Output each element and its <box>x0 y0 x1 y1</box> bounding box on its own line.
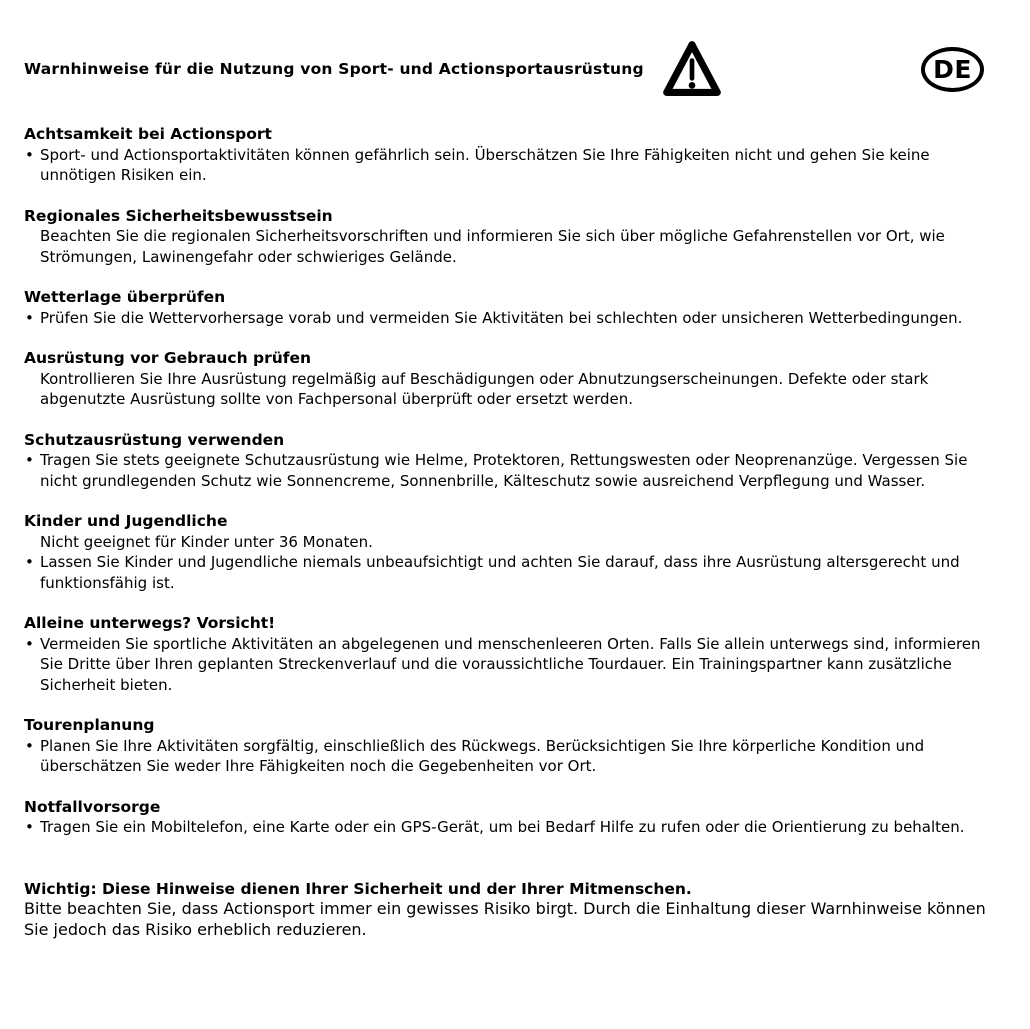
warning-section <box>24 287 1006 328</box>
warning-section <box>24 348 1006 410</box>
indented-item <box>24 532 1006 553</box>
language-badge <box>921 47 984 92</box>
warning-text: Nicht geeignet für Kinder unter 36 Monaten. <box>40 532 373 551</box>
warning-text: Tragen Sie stets geeignete Schutzausrüstung wie Helme, Protektoren, Rettungswesten oder Neoprenanzüge. Vergessen Sie nicht grundlegenden Schutz wie Sonnencreme, Sonnenbrille, Kälteschutz sowie ausreichend Verpflegung und Wasser. <box>40 451 968 490</box>
warning-section <box>24 797 1006 838</box>
page-title: Warnhinweise für die Nutzung von Sport- und Actionsportausrüstung <box>24 60 644 78</box>
warning-section <box>24 511 1006 593</box>
bullet-marker: • <box>25 553 34 571</box>
warning-section <box>24 430 1006 492</box>
bullet-item <box>24 736 1006 777</box>
bullet-marker: • <box>25 145 34 164</box>
warning-section <box>24 124 1006 186</box>
section-heading: Regionales Sicherheitsbewusstsein <box>24 206 333 225</box>
warning-text: Kontrollieren Sie Ihre Ausrüstung regelmäßig auf Beschädigungen oder Abnutzungserscheinungen. Defekte oder stark abgenutzte Ausrüstung sollte von Fachpersonal überprüft oder ersetzt werden. <box>40 369 929 408</box>
warning-text: Vermeiden Sie sportliche Aktivitäten an abgelegenen und menschenleeren Orten. Falls Sie allein unterwegs sind, informieren Sie Dritte über Ihren geplanten Streckenverlauf und die voraussichtliche Tourdauer. Ein Trainingspartner kann zusätzliche Sicherheit bieten. <box>40 634 981 694</box>
bullet-marker: • <box>25 634 34 653</box>
section-heading: Wetterlage überprüfen <box>24 288 226 306</box>
bullet-marker: • <box>25 308 34 327</box>
section-heading: Alleine unterwegs? Vorsicht! <box>24 614 276 632</box>
language-badge-label: DE <box>933 54 972 84</box>
indented-item <box>24 369 1006 410</box>
bullet-item <box>24 552 1006 593</box>
warning-section <box>24 715 1006 777</box>
section-heading: Schutzausrüstung verwenden <box>24 430 285 449</box>
section-heading: Kinder und Jugendliche <box>24 512 228 530</box>
document-footer <box>24 879 1006 941</box>
section-heading: Notfallvorsorge <box>24 797 161 816</box>
document-header <box>24 38 1006 100</box>
warning-text: Lassen Sie Kinder und Jugendliche niemals unbeaufsichtigt und achten Sie darauf, dass ihre Ausrüstung altersgerecht und funktionsfähig ist. <box>40 553 960 592</box>
warning-sections <box>24 124 1006 838</box>
warning-text: Sport- und Actionsportaktivitäten können gefährlich sein. Überschätzen Sie Ihre Fähigkeiten nicht und gehen Sie keine unnötigen Risiken ein. <box>40 145 930 184</box>
bullet-item <box>24 450 1006 491</box>
indented-item <box>24 226 1006 267</box>
bullet-marker: • <box>25 818 34 836</box>
section-heading: Ausrüstung vor Gebrauch prüfen <box>24 349 312 367</box>
warning-section <box>24 613 1006 695</box>
warning-triangle-icon <box>662 38 722 100</box>
warning-section <box>24 206 1006 268</box>
bullet-marker: • <box>25 451 34 469</box>
footer-text: Bitte beachten Sie, dass Actionsport immer ein gewisses Risiko birgt. Durch die Einhaltung dieser Warnhinweise können Sie jedoch das Risiko erheblich reduzieren. <box>24 899 986 939</box>
section-heading: Tourenplanung <box>24 716 155 734</box>
warning-text: Beachten Sie die regionalen Sicherheitsvorschriften und informieren Sie sich über mögliche Gefahrenstellen vor Ort, wie Strömungen, Lawinengefahr oder schwieriges Gelände. <box>40 227 945 266</box>
warning-text: Tragen Sie ein Mobiltelefon, eine Karte oder ein GPS-Gerät, um bei Bedarf Hilfe zu rufen oder die Orientierung zu behalten. <box>40 818 965 836</box>
warning-text: Prüfen Sie die Wettervorhersage vorab und vermeiden Sie Aktivitäten bei schlechten oder unsicheren Wetterbedingungen. <box>40 308 963 327</box>
bullet-marker: • <box>25 736 34 755</box>
bullet-item <box>24 634 1006 696</box>
bullet-item <box>24 145 1006 186</box>
section-heading: Achtsamkeit bei Actionsport <box>24 125 272 143</box>
warning-text: Planen Sie Ihre Aktivitäten sorgfältig, einschließlich des Rückwegs. Berücksichtigen Sie Ihre körperliche Kondition und überschätzen Sie weder Ihre Fähigkeiten noch die Gegebenheiten vor Ort. <box>40 736 925 775</box>
footer-heading: Wichtig: Diese Hinweise dienen Ihrer Sicherheit und der Ihrer Mitmenschen. <box>24 879 692 898</box>
bullet-item <box>24 817 1006 838</box>
bullet-item <box>24 308 1006 329</box>
